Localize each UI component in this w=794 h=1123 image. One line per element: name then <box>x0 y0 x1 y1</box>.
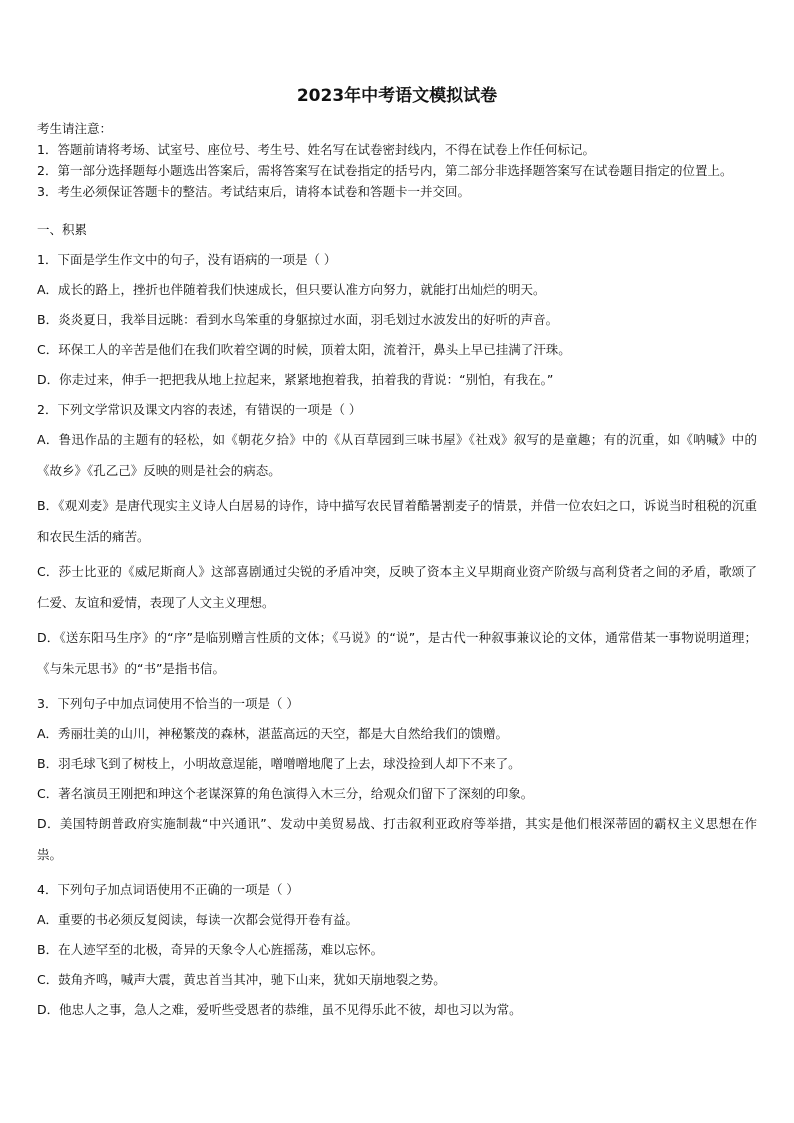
section-heading: 一、积累 <box>37 222 88 237</box>
question-option: B．《观刈麦》是唐代现实主义诗人白居易的诗作，诗中描写农民冒着酷暑割麦子的情景，并借一位农妇之口，诉说当时租税的沉重和农民生活的痛苦。 <box>37 498 757 544</box>
question-stem: 2．下列文学常识及课文内容的表述，有错误的一项是（ ） <box>37 402 362 417</box>
question-option: D．他忠人之事，急人之难，爱听些受恩者的恭维，虽不见得乐此不彼，却也习以为常。 <box>37 1002 522 1017</box>
question-option: A．重要的书必须反复阅读，每读一次都会觉得开卷有益。 <box>37 912 359 927</box>
notice-heading: 考生请注意： <box>37 121 113 136</box>
question-option: B．羽毛球飞到了树枝上，小明故意逞能，噌噌噌地爬了上去，球没捡到人却下不来了。 <box>37 756 521 771</box>
question-option: C．环保工人的辛苦是他们在我们吹着空调的时候，顶着太阳，流着汗，鼻头上早已挂满了汗珠。 <box>37 342 571 357</box>
question-option: A．鲁迅作品的主题有的轻松，如《朝花夕拾》中的《从百草园到三味书屋》《社戏》叙写的是童趣；有的沉重，如《呐喊》中的《故乡》《孔乙己》反映的则是社会的病态。 <box>37 432 757 478</box>
question-option: B．炎炎夏日，我举目远眺：看到水鸟笨重的身躯掠过水面，羽毛划过水波发出的好听的声音。 <box>37 312 559 327</box>
question-option: C．鼓角齐鸣，喊声大震，黄忠首当其冲，驰下山来，犹如天崩地裂之势。 <box>37 972 446 987</box>
page-title: 2023年中考语文模拟试卷 <box>296 86 498 106</box>
question-stem: 3．下列句子中加点词使用不恰当的一项是（ ） <box>37 696 299 711</box>
exam-page <box>37 84 757 1020</box>
question-stem: 1．下面是学生作文中的句子，没有语病的一项是（ ） <box>37 252 337 267</box>
question-option: A．秀丽壮美的山川，神秘繁茂的森林，湛蓝高远的天空，都是大自然给我们的馈赠。 <box>37 726 509 741</box>
notice-item: 2．第一部分选择题每小题选出答案后，需将答案写在试卷指定的括号内，第二部分非选择题答案写在试卷题目指定的位置上。 <box>37 163 733 178</box>
question-option: D．美国特朗普政府实施制裁“中兴通讯”、发动中美贸易战、打击叙利亚政府等举措，其实是他们根深蒂固的霸权主义思想在作祟。 <box>37 816 757 862</box>
notice-block <box>37 118 757 202</box>
question-option: C．莎士比亚的《威尼斯商人》这部喜剧通过尖锐的矛盾冲突，反映了资本主义早期商业资产阶级与高利贷者之间的矛盾，歌颂了仁爱、友谊和爱情，表现了人文主义理想。 <box>37 564 757 610</box>
question-stem: 4．下列句子加点词语使用不正确的一项是（ ） <box>37 882 299 897</box>
notice-item: 3．考生必须保证答题卡的整洁。考试结束后，请将本试卷和答题卡一并交回。 <box>37 184 470 199</box>
question-option: A．成长的路上，挫折也伴随着我们快速成长，但只要认准方向努力，就能打出灿烂的明天。 <box>37 282 546 297</box>
notice-item: 1．答题前请将考场、试室号、座位号、考生号、姓名写在试卷密封线内，不得在试卷上作任何标记。 <box>37 142 595 157</box>
question-option: D．你走过来，伸手一把把我从地上拉起来，紧紧地抱着我，拍着我的背说：“别怕，有我在。” <box>37 372 554 387</box>
question-option: C．著名演员王刚把和珅这个老谋深算的角色演得入木三分，给观众们留下了深刻的印象。 <box>37 786 534 801</box>
question-option: B．在人迹罕至的北极，奇异的天象令人心旌摇荡，难以忘怀。 <box>37 942 384 957</box>
question-option: D．《送东阳马生序》的“序”是临别赠言性质的文体；《马说》的“说”，是古代一种叙事兼议论的文体，通常借某一事物说明道理；《与朱元思书》的“书”是指书信。 <box>37 630 757 676</box>
